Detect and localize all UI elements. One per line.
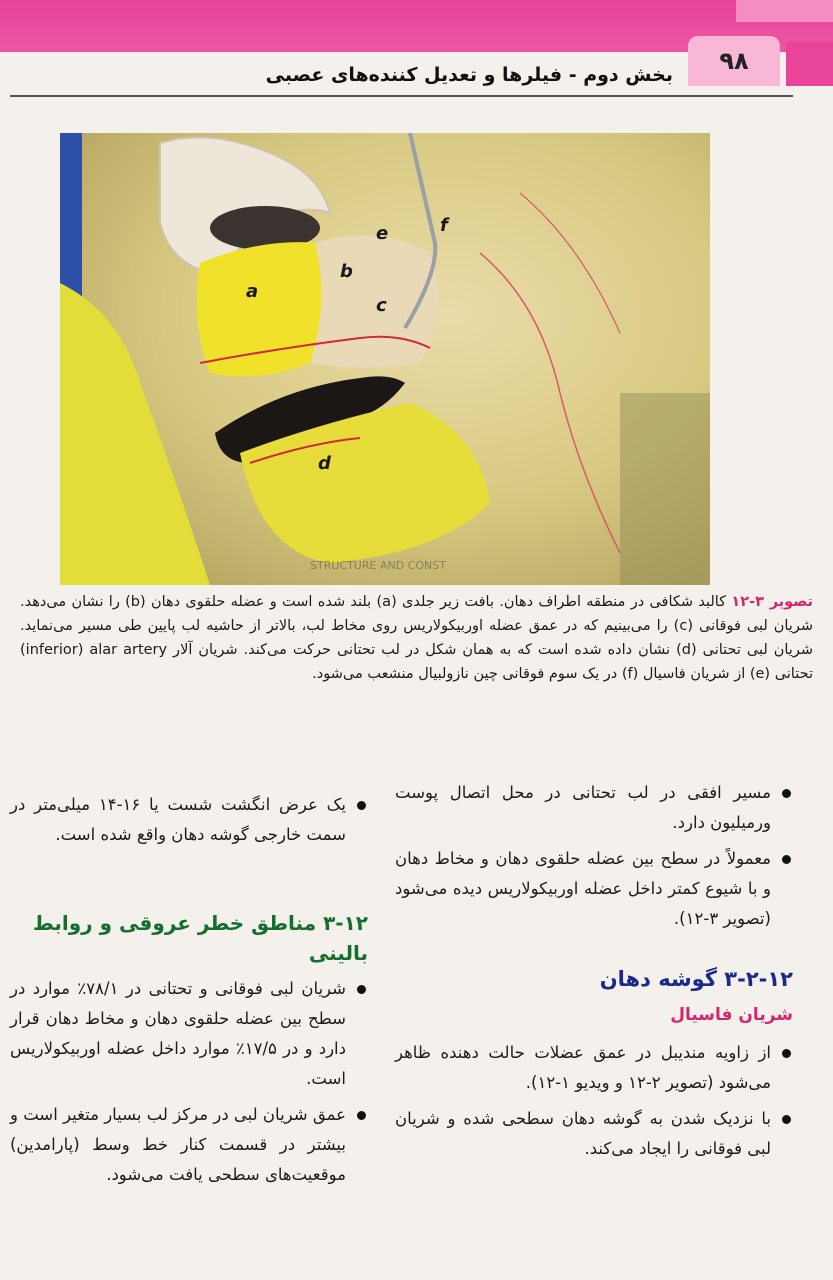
section-heading: ۳-۲-۱۲ گوشه دهان xyxy=(599,967,793,991)
photo-watermark: STRUCTURE AND CONST xyxy=(310,559,446,572)
dissection-photo xyxy=(60,133,710,585)
label-b: b xyxy=(340,261,353,282)
label-f: f xyxy=(440,215,448,236)
header-divider xyxy=(10,95,793,97)
dissection-illustration xyxy=(60,133,710,585)
figure-number: تصویر ۳-۱۲ xyxy=(731,594,813,610)
label-d: d xyxy=(318,453,331,474)
section-heading: ۳-۱۲ مناطق خطر عروقی و روابط بالینی xyxy=(32,911,368,965)
header-corner-block xyxy=(736,0,833,22)
bullet-item: شریان لبی فوقانی و تحتانی در ۷۸/۱٪ موارد در سطح بین عضله حلقوی دهان و مخاط دهان قرار دارد و در ۱۷/۵٪ موارد داخل عضله اوربیکولاریس است. xyxy=(10,974,368,1094)
bullet-item: مسیر افقی در لب تحتانی در محل اتصال پوست ورمیلیون دارد. xyxy=(395,778,793,838)
bullet-item: با نزدیک شدن به گوشه دهان سطحی شده و شریان لبی فوقانی را ایجاد می‌کند. xyxy=(395,1104,793,1164)
bullet-item: یک عرض انگشت شست یا ۱۶-۱۴ میلی‌متر در سمت خارجی گوشه دهان واقع شده است. xyxy=(10,790,368,850)
left-column xyxy=(10,790,368,1196)
header-side-block xyxy=(786,42,833,86)
subsection-heading: شریان فاسیال xyxy=(670,1005,793,1025)
bullet-item: عمق شریان لبی در مرکز لب بسیار متغیر است و بیشتر در قسمت کنار خط وسط (پارامدین) موقعیت‌های سطحی یافت می‌شود. xyxy=(10,1100,368,1190)
bullet-item: معمولاً در سطح بین عضله حلقوی دهان و مخاط دهان و با شیوع کمتر داخل عضله اوربیکولاریس دیده می‌شود (تصویر ۳-۱۲). xyxy=(395,844,793,934)
bullet-item: از زاویه مندیبل در عمق عضلات حالت دهنده ظاهر می‌شود (تصویر ۲-۱۲ و ویدیو ۱-۱۲). xyxy=(395,1038,793,1098)
chapter-title: بخش دوم - فیلرها و تعدیل کننده‌های عصبی xyxy=(265,64,673,86)
page-number: ۹۸ xyxy=(688,36,780,86)
right-column xyxy=(395,778,793,1170)
figure-caption xyxy=(20,590,813,686)
label-e: e xyxy=(376,223,389,244)
label-a: a xyxy=(246,281,259,302)
caption-text: کالبد شکافی در منطقه اطراف دهان. بافت زیر جلدی (a) بلند شده است و عضله حلقوی دهان (b) را نشان می‌دهد. شریان لبی فوقانی (c) را می‌بینیم که در عمق عضله اوربیکولاریس روی مخاط لب، بالاتر از حاشیه لب پایین طی مسیر می‌نماید. شریان لبی تحتانی (d) نشان داده شده است که به همان شکل در لب تحتانی حرکت می‌کند. شریان آلار inferior) alar artery) تحتانی (e) از شریان فاسیال (f) در یک سوم فوقانی چین نازولبیال منشعب می‌شود. xyxy=(20,594,813,682)
label-c: c xyxy=(376,295,387,316)
